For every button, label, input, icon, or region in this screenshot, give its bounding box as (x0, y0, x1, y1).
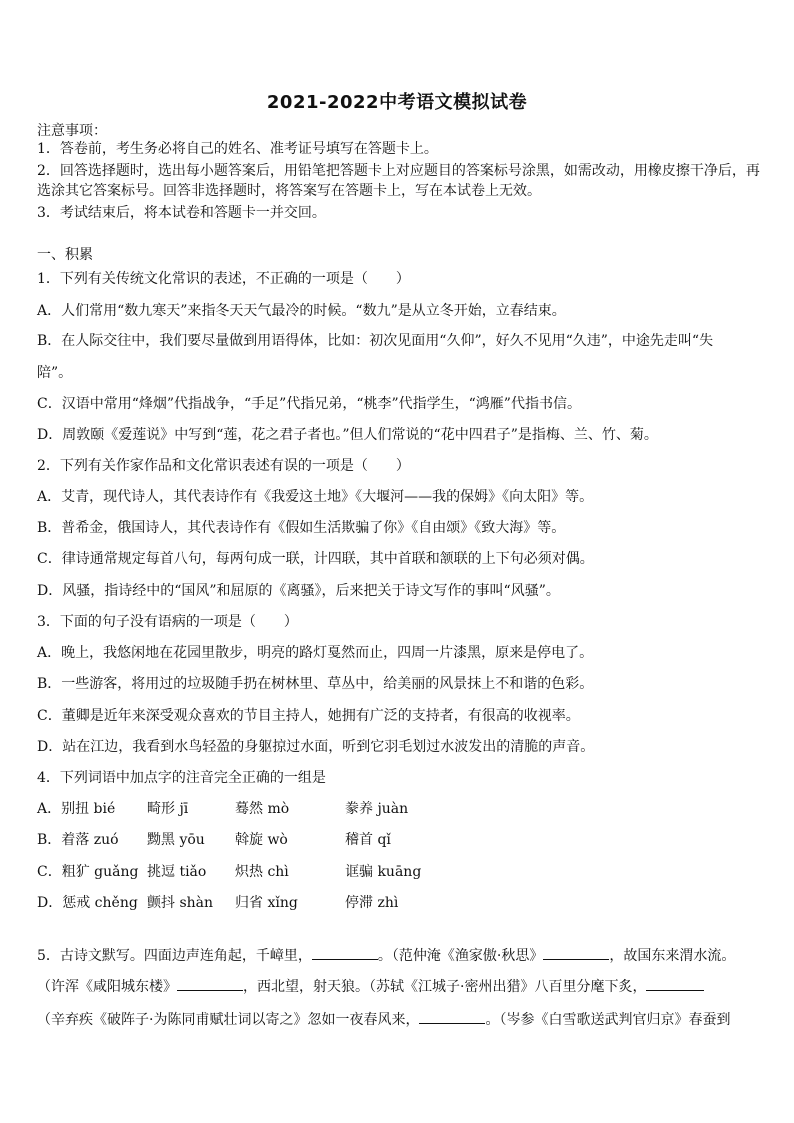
page-title: 2021-2022中考语文模拟试卷 (266, 92, 528, 113)
option-c: C．律诗通常规定每首八句，每两句成一联，计四联，其中首联和颔联的上下句必须对偶。 (37, 551, 594, 567)
word-1: C．粗犷 guǎng (37, 864, 139, 880)
option-row-c (37, 861, 758, 883)
notice-item: 1．答卷前，考生务必将自己的姓名、准考证号填写在答题卡上。 (37, 141, 438, 157)
option-d: D．周敦颐《爱莲说》中写到“莲，花之君子者也。”但人们常说的“花中四君子”是指梅、兰、竹、菊。 (37, 427, 658, 443)
option-b: B．一些游客，将用过的垃圾随手扔在树林里、草丛中，给美丽的风景抹上不和谐的色彩。 (37, 676, 594, 692)
dictation-text: 5．古诗文默写。四面边声连角起，千嶂里， (37, 948, 312, 964)
question-stem: 1．下列有关传统文化常识的表述，不正确的一项是（ ） (37, 271, 410, 287)
answer-blank[interactable] (177, 976, 243, 991)
option-c: C．汉语中常用“烽烟”代指战争，“手足”代指兄弟，“桃李”代指学生，“鸿雁”代指书信。 (37, 396, 581, 412)
option-row-b (37, 829, 758, 851)
word-1: D．惩戒 chěng (37, 895, 138, 911)
notice-heading: 注意事项： (37, 123, 107, 139)
word-2: 挑逗 tiǎo (147, 864, 207, 880)
answer-blank[interactable] (646, 976, 704, 991)
option-row-d (37, 892, 758, 914)
answer-blank[interactable] (312, 945, 378, 960)
option-b-continued: 陪”。 (37, 365, 73, 381)
word-4: 停滞 zhì (345, 895, 399, 911)
word-3: 炽热 chì (235, 864, 289, 880)
word-2: 畸形 jī (147, 801, 189, 817)
dictation-text: ，西北望，射天狼。（苏轼《江城子·密州出猎》八百里分麾下炙， (243, 979, 647, 995)
word-3: 归省 xǐng (235, 895, 298, 911)
answer-blank[interactable] (543, 945, 609, 960)
answer-blank[interactable] (419, 1009, 485, 1024)
word-3: 斡旋 wò (235, 832, 288, 848)
question-stem: 3．下面的句子没有语病的一项是（ ） (37, 614, 298, 630)
option-c: C．董卿是近年来深受观众喜欢的节目主持人，她拥有广泛的支持者，有很高的收视率。 (37, 708, 580, 724)
section-heading: 一、积累 (37, 247, 93, 263)
dictation-text: （许浑《咸阳城东楼》 (37, 979, 177, 995)
word-1: A．别扭 bié (37, 801, 116, 817)
word-4: 诓骗 kuāng (345, 864, 422, 880)
dictation-text: 。（岑参《白雪歌送武判官归京》春蚕到 (485, 1012, 731, 1028)
word-4: 豢养 juàn (345, 801, 409, 817)
dictation-line (37, 945, 758, 967)
word-4: 稽首 qǐ (345, 832, 391, 848)
dictation-line (37, 976, 758, 998)
option-row-a (37, 798, 758, 820)
dictation-text: ，故国东来渭水流。 (609, 948, 736, 964)
dictation-text: 。（范仲淹《渔家傲·秋思》 (377, 948, 544, 964)
notice-item: 选涂其它答案标号。回答非选择题时，将答案写在答题卡上，写在本试卷上无效。 (37, 183, 541, 199)
notice-item: 3．考试结束后，将本试卷和答题卡一并交回。 (37, 205, 326, 221)
notice-item: 2．回答选择题时，选出每小题答案后，用铅笔把答题卡上对应题目的答案标号涂黑，如需改动，用橡皮擦干净后，再 (37, 163, 760, 179)
question-stem: 2．下列有关作家作品和文化常识表述有误的一项是（ ） (37, 458, 410, 474)
dictation-line (37, 1009, 758, 1031)
option-d: D．风骚，指诗经中的“国风”和屈原的《离骚》，后来把关于诗文写作的事叫“风骚”。 (37, 583, 560, 599)
question-stem: 4．下列词语中加点字的注音完全正确的一组是 (37, 770, 326, 786)
word-2: 颤抖 shàn (147, 895, 214, 911)
word-1: B．着落 zuó (37, 832, 119, 848)
option-a: A．晚上，我悠闲地在花园里散步，明亮的路灯戛然而止，四周一片漆黑，原来是停电了。 (37, 645, 594, 661)
dictation-text: （辛弃疾《破阵子·为陈同甫赋壮词以寄之》忽如一夜春风来， (37, 1012, 420, 1028)
option-b: B．普希金，俄国诗人，其代表诗作有《假如生活欺骗了你》《自由颂》《致大海》等。 (37, 520, 566, 536)
word-2: 黝黑 yōu (147, 832, 205, 848)
option-d: D．站在江边，我看到水鸟轻盈的身躯掠过水面，听到它羽毛划过水波发出的清脆的声音。 (37, 739, 595, 755)
option-b: B．在人际交往中，我们要尽量做到用语得体，比如：初次见面用“久仰”，好久不见用“久违”，中途先走叫“失 (37, 333, 714, 349)
word-3: 蓦然 mò (235, 801, 290, 817)
option-a: A．人们常用“数九寒天”来指冬天天气最冷的时候。“数九”是从立冬开始，立春结束。 (37, 303, 566, 319)
option-a: A．艾青，现代诗人，其代表诗作有《我爱这土地》《大堰河——我的保姆》《向太阳》等。 (37, 489, 594, 505)
